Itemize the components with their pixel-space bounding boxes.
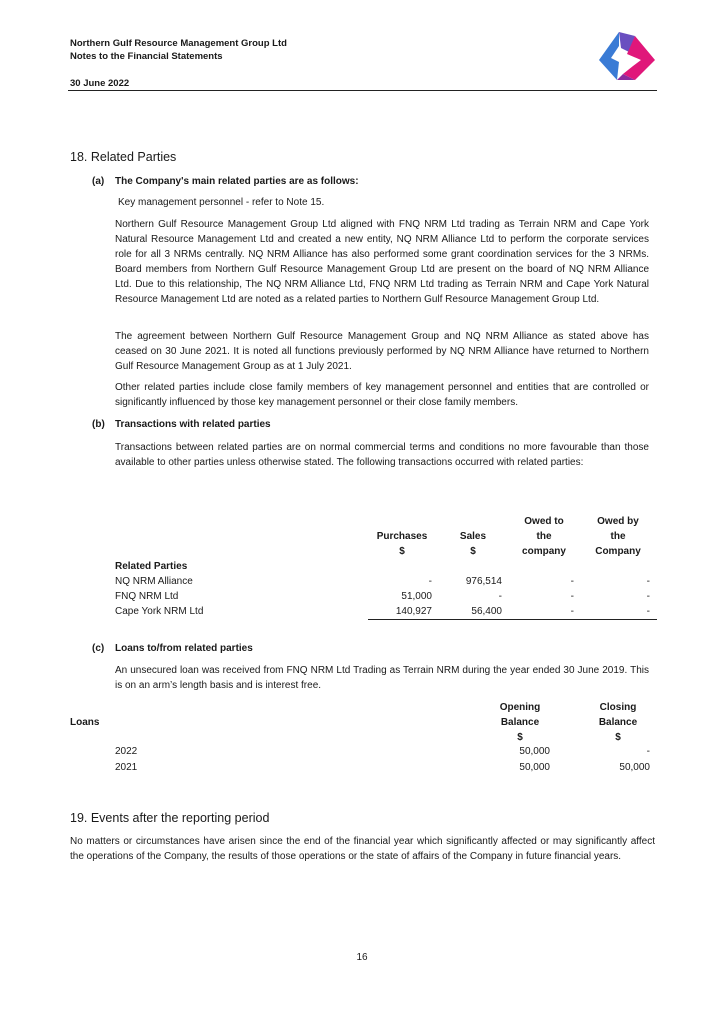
- loans-paragraph: An unsecured loan was received from FNQ NRM Ltd Trading as Terrain NRM during the year ended 30 June 2019. This is on an arm’s length basis and is interest free.: [115, 665, 649, 691]
- loan-row-year: 2022: [115, 746, 138, 757]
- section-18-title: 18. Related Parties: [70, 150, 177, 164]
- row-owed-to: -: [570, 606, 574, 617]
- loan-row-closing: 50,000: [619, 762, 650, 773]
- row-owed-by: -: [646, 591, 650, 602]
- kmp-text: Key management personnel - refer to Note 15.: [118, 197, 325, 208]
- row-owed-to: -: [570, 591, 574, 602]
- header-date: 30 June 2022: [70, 78, 130, 89]
- col-closing-header: Closing Balance $: [598, 702, 638, 743]
- table-bottom-rule: [368, 619, 657, 620]
- related-parties-row-header: Related Parties: [115, 561, 188, 572]
- row-sales: 976,514: [465, 576, 502, 587]
- loan-row-closing: -: [646, 746, 650, 757]
- row-owed-to: -: [570, 576, 574, 587]
- subsection-b-label: (b): [92, 419, 105, 430]
- subsection-b-heading: Transactions with related parties: [115, 419, 271, 430]
- related-parties-paragraph-2: The agreement between Northern Gulf Resource Management Group and NQ NRM Alliance as stated above has ceased on 30 June 2021. It is noted all functions previously performed by NQ NRM Alliance have returned to Northern Gulf Resource Management Group as at 1 July 2021.: [115, 331, 649, 372]
- transactions-paragraph: Transactions between related parties are on normal commercial terms and conditions no more favourable than those available to other parties unless otherwise stated. The following transactions occurred with related parties:: [115, 442, 649, 468]
- loan-row-opening: 50,000: [519, 762, 550, 773]
- col-opening-header: Opening Balance $: [499, 702, 541, 743]
- loan-row-opening: 50,000: [519, 746, 550, 757]
- subsection-c-label: (c): [92, 643, 105, 654]
- company-logo: [597, 30, 657, 84]
- header-company: Northern Gulf Resource Management Group Ltd: [70, 38, 287, 49]
- row-sales: -: [498, 591, 502, 602]
- subsection-a-heading: The Company's main related parties are as follows:: [115, 176, 359, 187]
- col-owed-by-header: Owed by the Company: [595, 516, 641, 557]
- row-name: Cape York NRM Ltd: [115, 606, 204, 617]
- row-purchases: 140,927: [395, 606, 432, 617]
- row-owed-by: -: [646, 606, 650, 617]
- header-doc-title: Notes to the Financial Statements: [70, 51, 223, 62]
- row-name: NQ NRM Alliance: [115, 576, 193, 587]
- related-parties-paragraph-3: Other related parties include close family members of key management personnel and entities that are controlled or significantly influenced by those key management personnel or their close family members.: [115, 382, 649, 408]
- loans-table-title: Loans: [70, 717, 100, 728]
- page-number: 16: [356, 952, 368, 963]
- section-19-title: 19. Events after the reporting period: [70, 811, 270, 825]
- loan-row-year: 2021: [115, 762, 138, 773]
- related-parties-paragraph-1: Northern Gulf Resource Management Group Ltd aligned with FNQ NRM Ltd trading as Terrain NRM and Cape York Natural Resource Management Ltd and created a new entity, NQ NRM Alliance Ltd to perform the corporate services role for all 3 NRMs centrally. NQ NRM Alliance has also performed some grant coordination services for the 3 NRMs. Board members from Northern Gulf Resource Management Group Ltd are present on the board of NQ NRM Alliance Ltd. Due to this relationship, The NQ NRM Alliance Ltd, FNQ NRM Ltd trading as Terrain NRM and Cape York Natural Resource Management Ltd are noted as a related parties to Northern Gulf Resource Management Group Ltd.: [115, 219, 649, 305]
- row-purchases: -: [428, 576, 432, 587]
- subsection-c-heading: Loans to/from related parties: [115, 643, 253, 654]
- col-owed-to-header: Owed to the company: [522, 516, 566, 557]
- col-sales-header: Sales $: [459, 531, 487, 557]
- events-paragraph: No matters or circumstances have arisen since the end of the financial year which significantly affected or may significantly affect the operations of the Company, the results of those operations or the state of affairs of the Company in future financial years.: [70, 836, 655, 862]
- row-purchases: 51,000: [401, 591, 432, 602]
- header-rule: [68, 90, 657, 91]
- row-owed-by: -: [646, 576, 650, 587]
- row-sales: 56,400: [471, 606, 502, 617]
- subsection-a-label: (a): [92, 176, 105, 187]
- col-purchases-header: Purchases $: [376, 531, 428, 557]
- row-name: FNQ NRM Ltd: [115, 591, 179, 602]
